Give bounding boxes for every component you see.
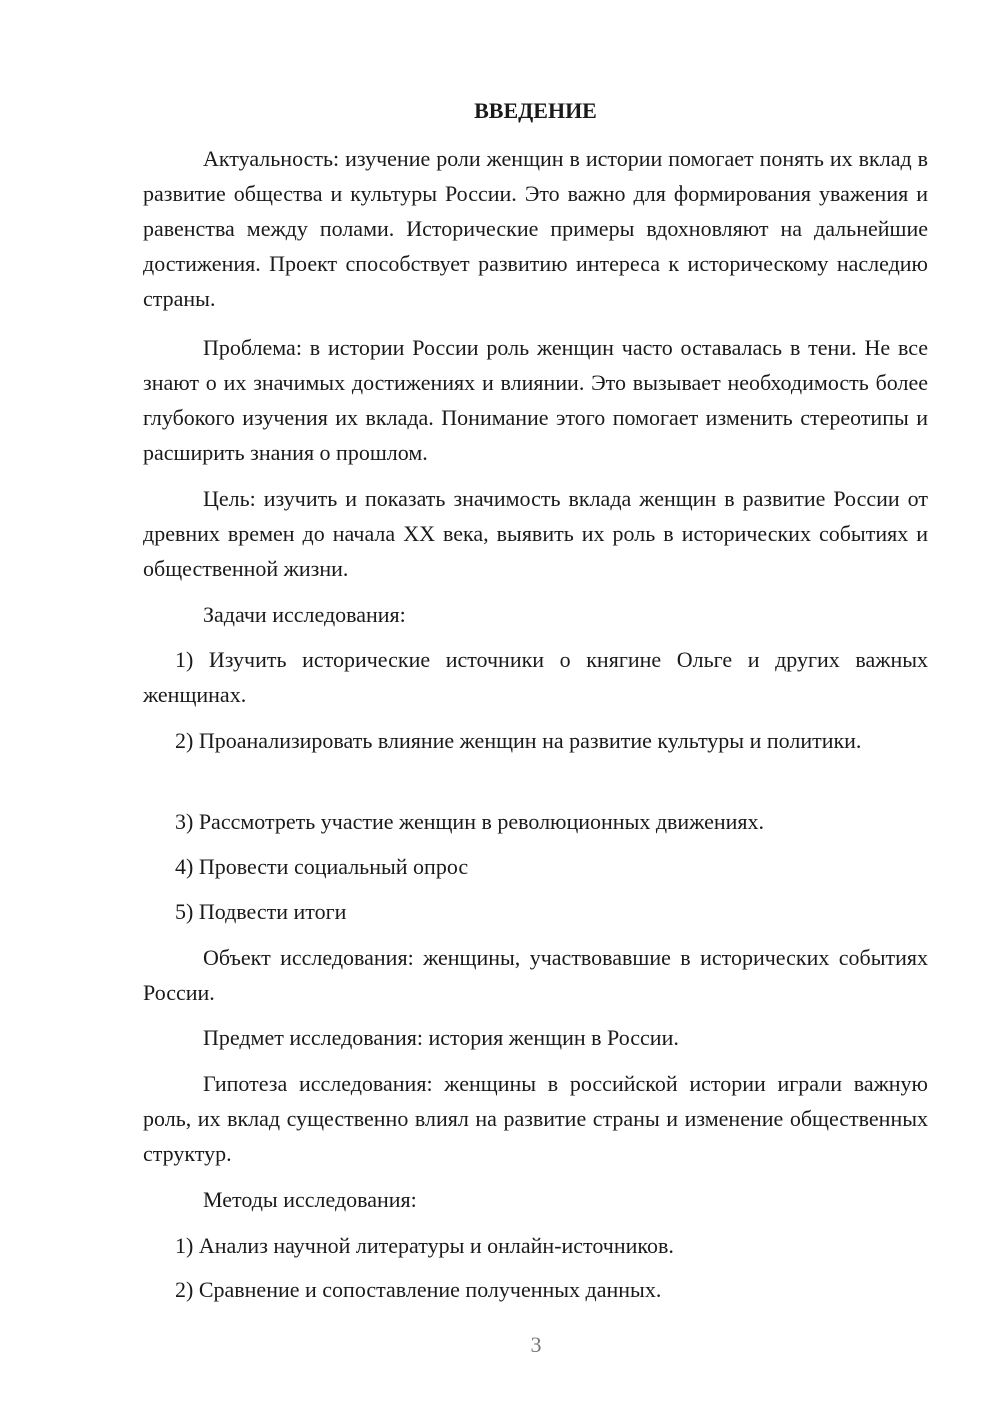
problem-paragraph: Проблема: в истории России роль женщин часто оставалась в тени. Не все знают о их значимых достижениях и влиянии. Это вызывает необходимость более глубокого изучения их вклада. Понимание этого помогает изменить стереотипы и расширить знания о прошлом. bbox=[143, 335, 928, 465]
methods-heading: Методы исследования: bbox=[203, 1187, 417, 1212]
page-number: 3 bbox=[530, 1332, 542, 1357]
tasks-heading: Задачи исследования: bbox=[203, 602, 406, 627]
method-item-2: 2) Сравнение и сопоставление полученных данных. bbox=[175, 1277, 662, 1302]
object-paragraph: Объект исследования: женщины, участвовавшие в исторических событиях России. bbox=[143, 945, 928, 1005]
method-item-1: 1) Анализ научной литературы и онлайн-источников. bbox=[175, 1233, 674, 1258]
task-item-3: 3) Рассмотреть участие женщин в революционных движениях. bbox=[175, 809, 765, 834]
goal-paragraph: Цель: изучить и показать значимость вклада женщин в развитие России от древних времен до начала XX века, выявить их роль в исторических событиях и общественной жизни. bbox=[143, 486, 928, 581]
task-item-1: 1) Изучить исторические источники о княгине Ольге и других важных женщинах. bbox=[143, 647, 928, 707]
task-item-4: 4) Провести социальный опрос bbox=[175, 854, 469, 879]
page-title: ВВЕДЕНИЕ bbox=[474, 98, 597, 123]
relevance-paragraph: Актуальность: изучение роли женщин в истории помогает понять их вклад в развитие общества и культуры России. Это важно для формирования уважения и равенства между полами. Исторические примеры вдохновляют на дальнейшие достижения. Проект способствует развитию интереса к историческому наследию страны. bbox=[143, 146, 928, 311]
task-item-2: 2) Проанализировать влияние женщин на развитие культуры и политики. bbox=[175, 728, 862, 753]
hypothesis-paragraph: Гипотеза исследования: женщины в российской истории играли важную роль, их вклад существенно влиял на развитие страны и изменение общественных структур. bbox=[143, 1071, 928, 1166]
task-item-5: 5) Подвести итоги bbox=[175, 899, 347, 924]
subject-paragraph: Предмет исследования: история женщин в России. bbox=[203, 1025, 679, 1050]
